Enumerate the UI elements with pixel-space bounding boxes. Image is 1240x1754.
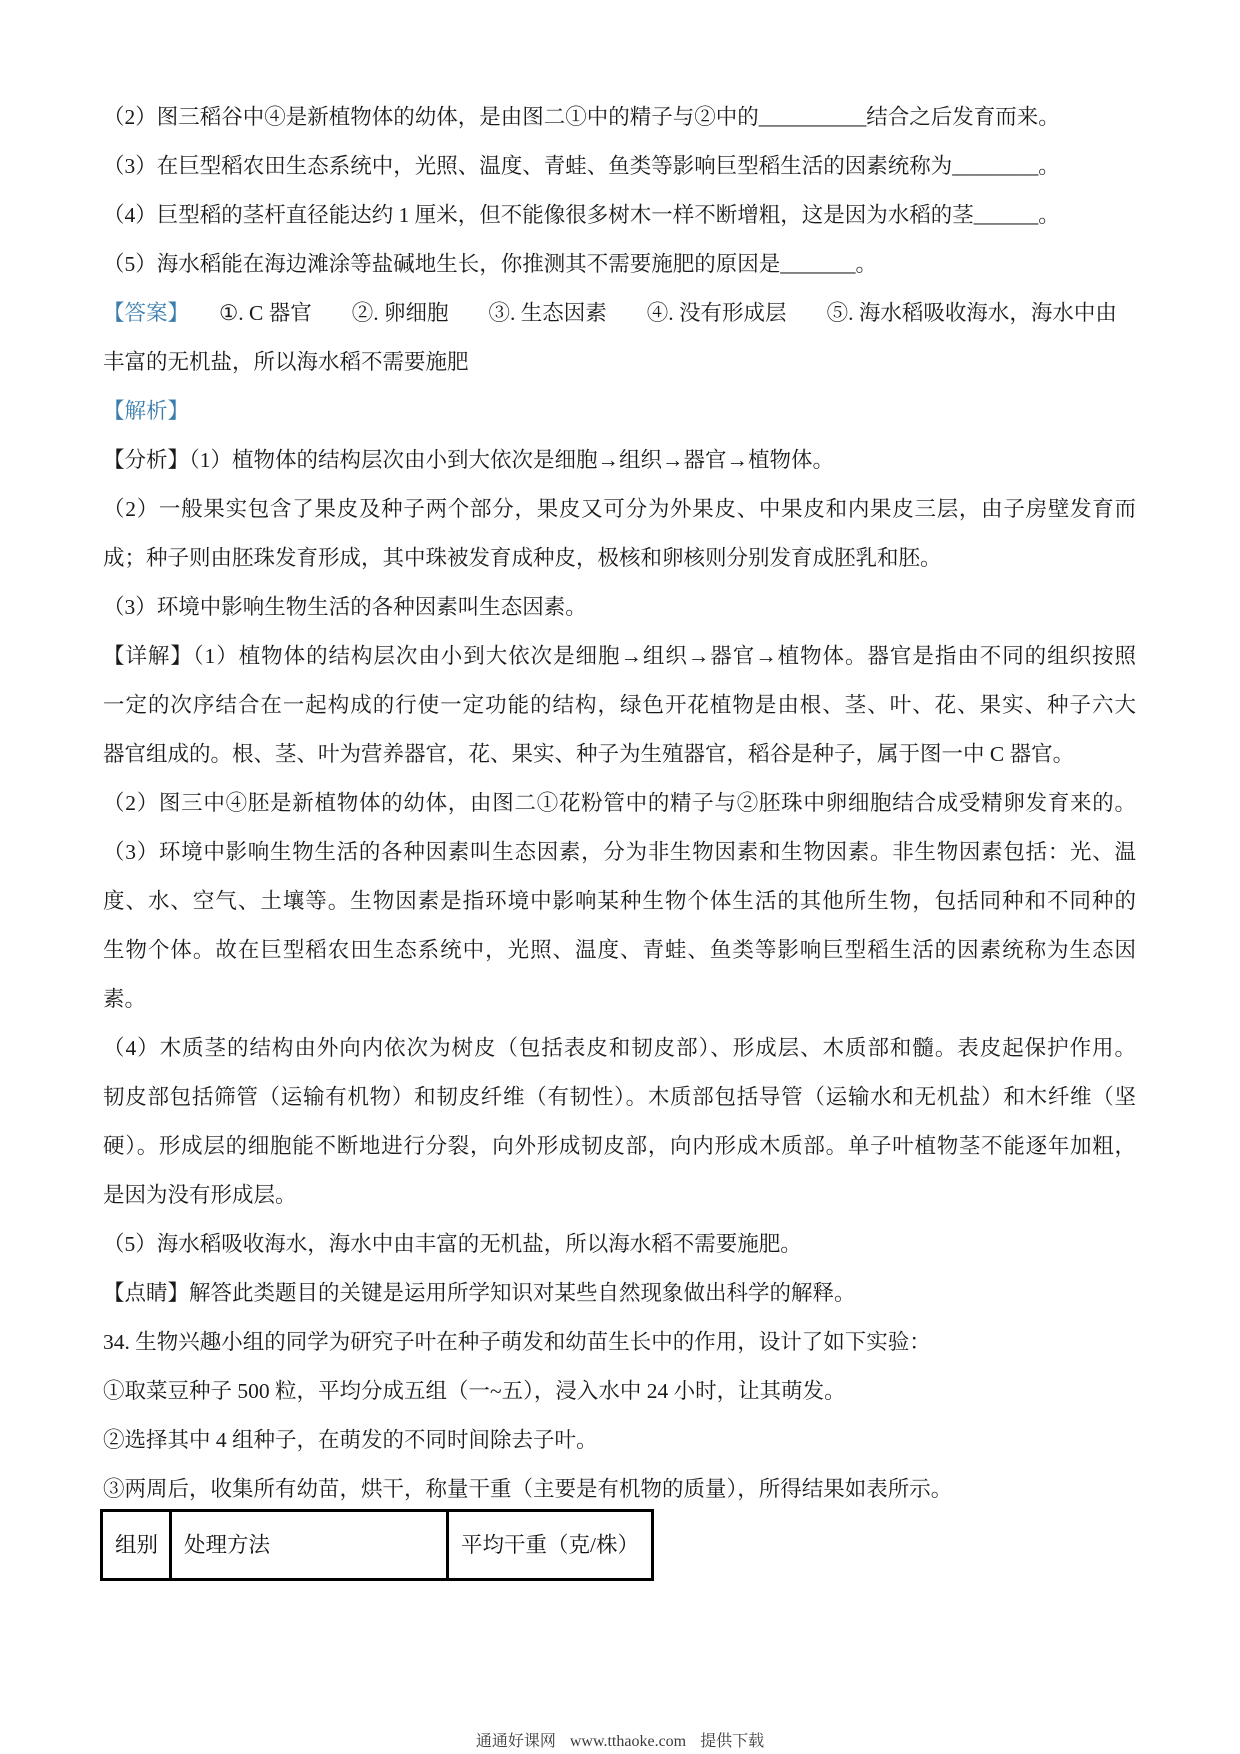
analysis-label: 【解析】 (103, 399, 190, 423)
answer-item-5: ⑤. 海水稻吸收海水，海水中由丰富的无机盐，所以海水稻不需要施肥 (103, 301, 1117, 374)
analysis-line: （5）海水稻吸收海水，海水中由丰富的无机盐，所以海水稻不需要施肥。 (103, 1232, 802, 1256)
sub-question-3: （3）在巨型稻农田生态系统中，光照、温度、青蛙、鱼类等影响巨型稻生活的因素统称为________。 (103, 154, 1060, 178)
analysis-line: 韧皮部包括筛管（运输有机物）和韧皮纤维（有韧性）。木质部包括导管（运输水和无机盐）和木纤维（坚 (103, 1085, 1136, 1109)
footer-suffix: 提供下载 (700, 1733, 765, 1750)
analysis-line: 成；种子则由胚珠发育形成，其中珠被发育成种皮，极核和卵核则分别发育成胚乳和胚。 (103, 546, 942, 570)
footer-site-name: 通通好课网 (475, 1733, 556, 1750)
analysis-line: （2）图三中④胚是新植物体的幼体，由图二①花粉管中的精子与②胚珠中卵细胞结合成受精卵发育来的。 (103, 791, 1136, 815)
analysis-line: 一定的次序结合在一起构成的行使一定功能的结构，绿色开花植物是由根、茎、叶、花、果实、种子六大 (103, 693, 1136, 717)
analysis-line: （3）环境中影响生物生活的各种因素叫生态因素，分为非生物因素和生物因素。非生物因素包括：光、温 (103, 840, 1136, 864)
question-34-step-2: ②选择其中 4 组种子，在萌发的不同时间除去子叶。 (103, 1428, 598, 1452)
question-34-intro: 34. 生物兴趣小组的同学为研究子叶在种子萌发和幼苗生长中的作用，设计了如下实验： (103, 1330, 931, 1354)
analysis-line: 硬）。形成层的细胞能不断地进行分裂，向外形成韧皮部，向内形成木质部。单子叶植物茎不能逐年加粗， (103, 1134, 1136, 1158)
document-content (103, 93, 1136, 1514)
analysis-line: 是因为没有形成层。 (103, 1183, 297, 1207)
experiment-results-table (100, 1509, 654, 1581)
question-34-step-1: ①取菜豆种子 500 粒，平均分成五组（一~五），浸入水中 24 小时，让其萌发。 (103, 1379, 846, 1403)
analysis-line: 度、水、空气、土壤等。生物因素是指环境中影响某种生物个体生活的其他所生物，包括同种和不同种的 (103, 889, 1136, 913)
analysis-line: 素。 (103, 987, 147, 1011)
page-footer (0, 1728, 1240, 1751)
answer-block (103, 289, 1136, 387)
answer-label: 【答案】 (103, 301, 190, 325)
answer-item-1: ①. C 器官 (219, 301, 312, 325)
sub-question-2: （2）图三稻谷中④是新植物体的幼体，是由图二①中的精子与②中的__________结合之后发育而来。 (103, 105, 1060, 129)
analysis-line: 器官组成的。根、茎、叶为营养器官，花、果实、种子为生殖器官，稻谷是种子，属于图一中 C 器官。 (103, 742, 1075, 766)
highlight-note-line: 【点睛】解答此类题目的关键是运用所学知识对某些自然现象做出科学的解释。 (103, 1281, 856, 1305)
analysis-header (103, 387, 1136, 436)
analysis-line: 生物个体。故在巨型稻农田生态系统中，光照、温度、青蛙、鱼类等影响巨型稻生活的因素统称为生态因 (103, 938, 1136, 962)
sub-question-5: （5）海水稻能在海边滩涂等盐碱地生长，你推测其不需要施肥的原因是_______。 (103, 252, 878, 276)
footer-url: www.tthaoke.com (569, 1733, 687, 1750)
table-header-method: 处理方法 (171, 1511, 448, 1580)
table-header-row (102, 1511, 653, 1580)
answer-item-2: ②. 卵细胞 (351, 301, 449, 325)
analysis-line: 【分析】（1）植物体的结构层次由小到大依次是细胞→组织→器官→植物体。 (103, 448, 835, 472)
analysis-line: （4）木质茎的结构由外向内依次为树皮（包括表皮和韧皮部）、形成层、木质部和髓。表皮起保护作用。 (103, 1036, 1136, 1060)
table-header-group: 组别 (102, 1511, 171, 1580)
analysis-line: 【详解】（1）植物体的结构层次由小到大依次是细胞→组织→器官→植物体。器官是指由不同的组织按照 (103, 644, 1136, 668)
analysis-line: （2）一般果实包含了果皮及种子两个部分，果皮又可分为外果皮、中果皮和内果皮三层，由子房壁发育而 (103, 497, 1136, 521)
question-34-step-3: ③两周后，收集所有幼苗，烘干，称量干重（主要是有机物的质量），所得结果如表所示。 (103, 1477, 953, 1501)
sub-question-4: （4）巨型稻的茎杆直径能达约 1 厘米，但不能像很多树木一样不断增粗，这是因为水稻的茎______。 (103, 203, 1060, 227)
table-header-avg-dry-weight: 平均干重（克/株） (448, 1511, 653, 1580)
answer-item-4: ④. 没有形成层 (646, 301, 787, 325)
analysis-line: （3）环境中影响生物生活的各种因素叫生态因素。 (103, 595, 587, 619)
answer-item-3: ③. 生态因素 (488, 301, 607, 325)
